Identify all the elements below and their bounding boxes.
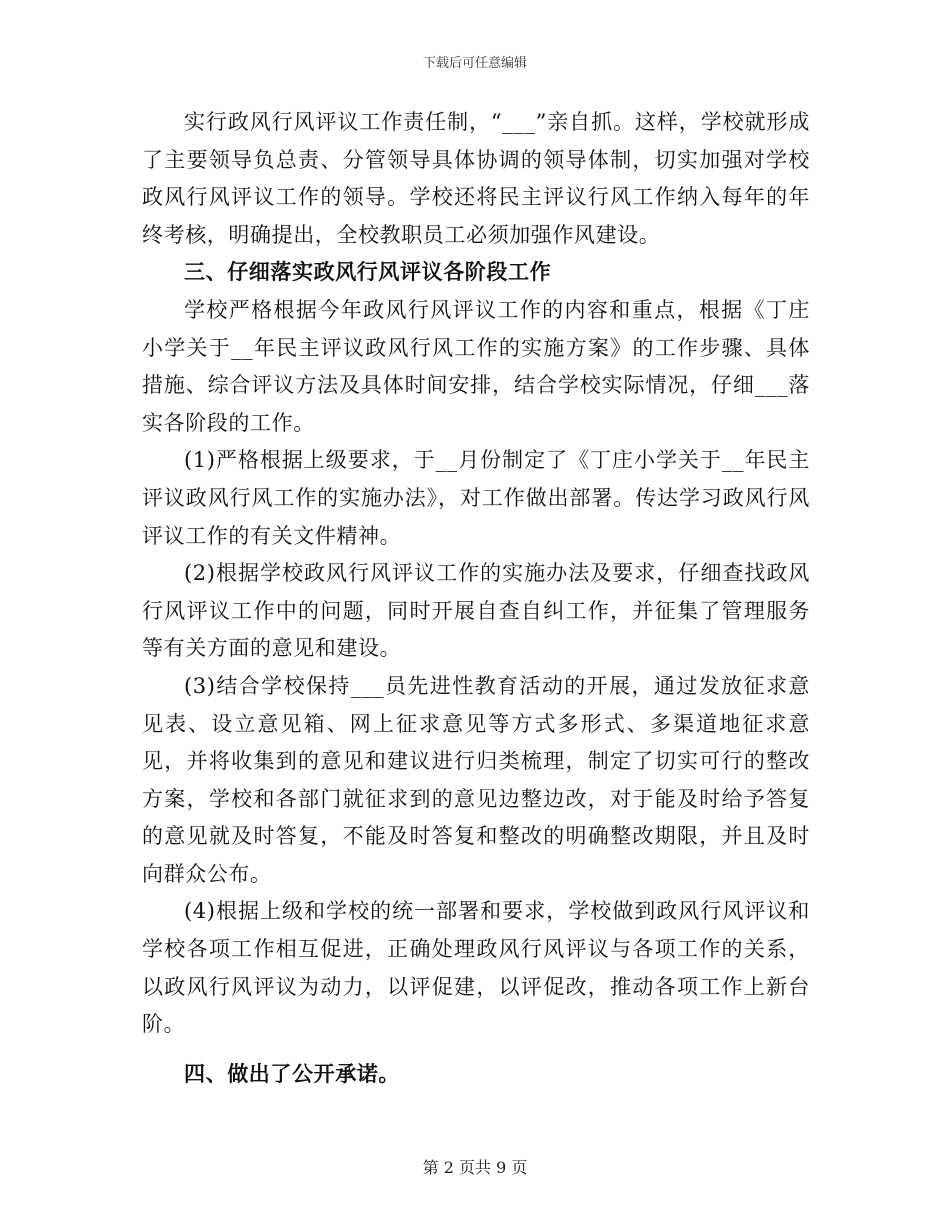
section-heading-4: 四、做出了公开承诺。 <box>184 1061 400 1086</box>
page-header-note: 下载后可任意编辑 <box>422 56 527 71</box>
list-item-2: (2)根据学校政风行风评议工作的实施办法及要求，仔细查找政风行风评议工作中的问题，同时开展自查自纠工作，并征集了管理服务等有关方面的意见和建设。 <box>142 561 810 661</box>
paragraph-intro: 实行政风行风评议工作责任制，“___”亲自抓。这样，学校就形成了主要领导负总责、分管领导具体协调的领导体制，切实加强对学校政风行风评议工作的领导。学校还将民主评议行风工作纳入每年的年终考核，明确提出，全校教职员工必须加强作风建设。 <box>142 110 810 247</box>
paragraph-section-3-intro: 学校严格根据今年政风行风评议工作的内容和重点，根据《丁庄小学关于__年民主评议政风行风工作的实施方案》的工作步骤、具体措施、综合评议方法及具体时间安排，结合学校实际情况，仔细___落实各阶段的工作。 <box>142 297 810 435</box>
list-item-3: (3)结合学校保持___员先进性教育活动的开展，通过发放征求意见表、设立意见箱、网上征求意见等方式多形式、多渠道地征求意见，并将收集到的意见和建议进行归类梳理，制定了切实可行的整改方案，学校和各部门就征求到的意见边整边改，对于能及时给予答复的意见就及时答复，不能及时答复和整改的明确整改期限，并且及时向群众公布。 <box>142 673 810 886</box>
section-heading-3: 三、仔细落实政风行风评议各阶段工作 <box>184 260 552 285</box>
document-body <box>142 104 810 1093</box>
list-item-1: (1)严格根据上级要求，于__月份制定了《丁庄小学关于__年民主评议政风行风工作的实施办法》，对工作做出部署。传达学习政风行风评议工作的有关文件精神。 <box>142 448 810 548</box>
list-item-4: (4)根据上级和学校的统一部署和要求，学校做到政风行风评议和学校各项工作相互促进，正确处理政风行风评议与各项工作的关系，以政风行风评议为动力，以评促建，以评促改，推动各项工作上新台阶。 <box>142 899 810 1037</box>
page-number: 第 2 页共 9 页 <box>422 1158 528 1177</box>
